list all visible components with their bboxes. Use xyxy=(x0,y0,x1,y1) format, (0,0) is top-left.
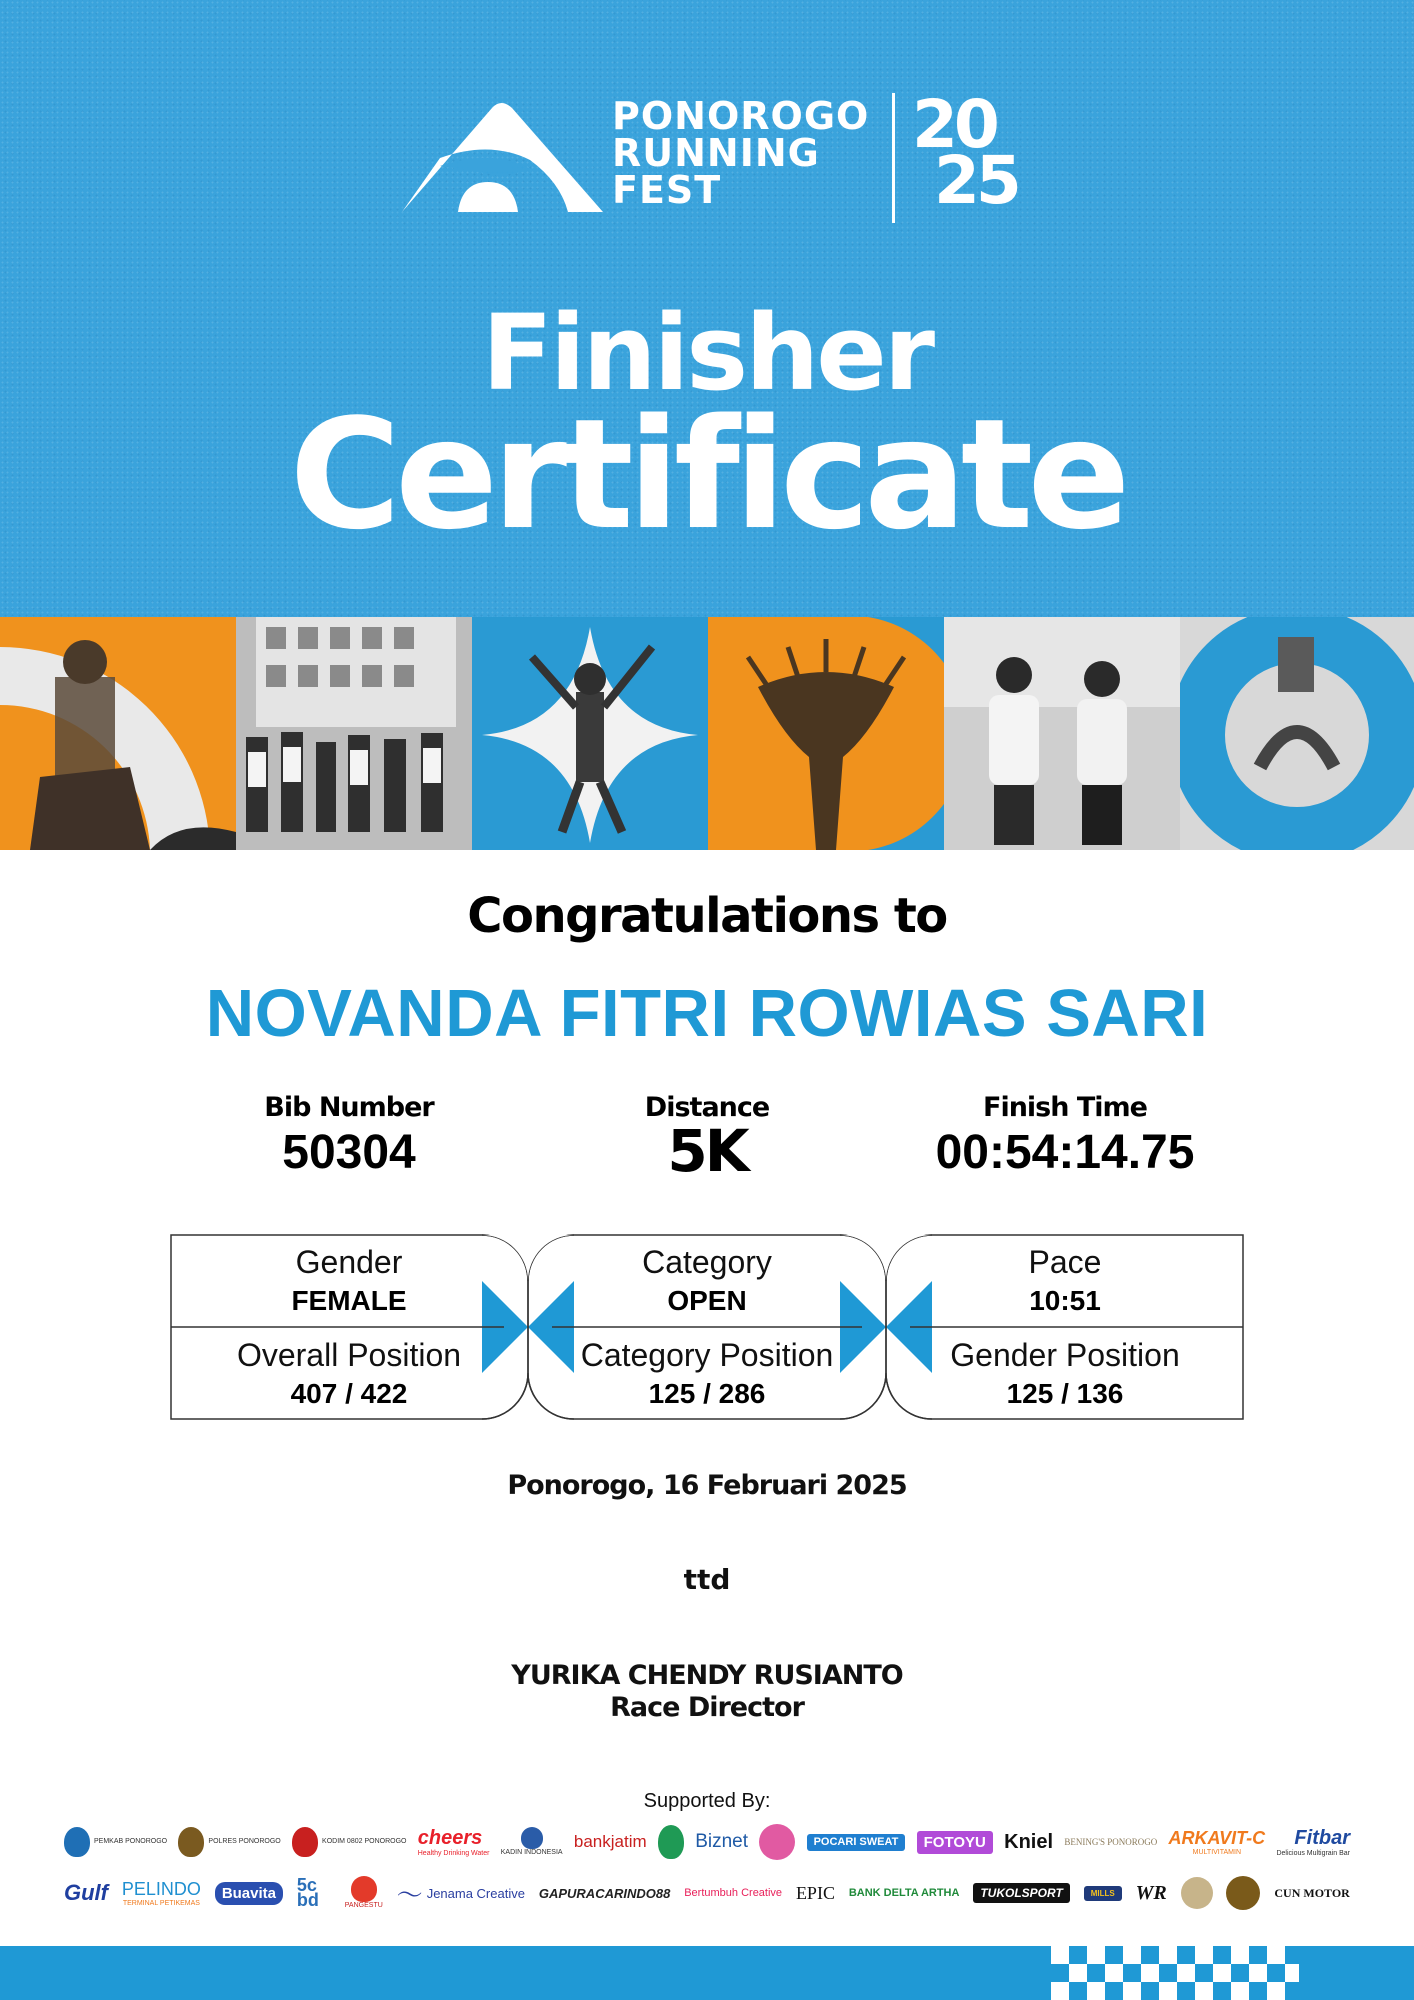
bib-number-value: 50304 xyxy=(282,1126,416,1179)
category-label: Category xyxy=(642,1244,772,1280)
photo-tile-runners xyxy=(236,617,472,850)
sponsor-logo: Gulf xyxy=(64,1880,108,1905)
sponsor-logo: cheers Healthy Drinking Water xyxy=(417,1826,490,1857)
sponsor-logo: 5c bd xyxy=(296,1875,319,1910)
finishers-photo-icon xyxy=(944,617,1180,850)
medical-cross-icon xyxy=(351,1876,377,1902)
photo-tile-statue xyxy=(0,617,236,850)
crest-icon xyxy=(521,1827,543,1849)
finish-time-label: Finish Time xyxy=(983,1092,1147,1123)
emblem-icon xyxy=(1181,1877,1213,1909)
sponsor-logo: WR xyxy=(1135,1881,1167,1904)
checkered-flag-pattern xyxy=(1051,1946,1299,2000)
place-and-date: Ponorogo, 16 Februari 2025 xyxy=(507,1470,907,1501)
photo-tile-trophy xyxy=(1180,617,1414,850)
gender-position-value: 125 / 136 xyxy=(1006,1378,1124,1409)
overall-position-label: Overall Position xyxy=(236,1337,462,1373)
sponsor-logo xyxy=(1226,1876,1260,1910)
gender-position-cell xyxy=(886,1327,1244,1420)
sponsor-logo: FOTOYU xyxy=(917,1831,993,1854)
finish-time-block xyxy=(885,1092,1245,1180)
sponsor-logo: POLRES PONOROGO xyxy=(178,1827,280,1857)
category-position-label: Category Position xyxy=(580,1337,834,1373)
pace-value: 10:51 xyxy=(1029,1285,1101,1316)
sponsor-logos-row-1 xyxy=(64,1820,1350,1864)
shield-icon xyxy=(292,1827,318,1857)
gender-label: Gender xyxy=(295,1244,403,1280)
gender-value: FEMALE xyxy=(291,1285,407,1316)
sponsor-logo: Biznet xyxy=(695,1831,749,1852)
sponsor-logo: bankjatim xyxy=(573,1832,647,1851)
signatory-role: Race Director xyxy=(610,1692,804,1723)
sponsor-logo: BANK DELTA ARTHA xyxy=(848,1887,960,1899)
sponsor-logo: PEMKAB PONOROGO xyxy=(64,1827,167,1857)
photo-strip xyxy=(0,617,1414,850)
event-name-line: PONOROGO xyxy=(612,94,870,138)
distance-value: 5K xyxy=(667,1117,747,1185)
sponsor-logos-row-2 xyxy=(64,1871,1350,1915)
sponsor-logo: KODIM 0802 PONOROGO xyxy=(292,1827,406,1857)
overall-position-value: 407 / 422 xyxy=(290,1378,408,1409)
signature-mark: ttd xyxy=(683,1563,731,1596)
sponsor-logo: Fitbar Delicious Multigrain Bar xyxy=(1276,1826,1350,1857)
sponsor-logo: PELINDO TERMINAL PETIKEMAS xyxy=(121,1878,201,1907)
event-year xyxy=(912,86,1022,219)
sponsor-logo: Bertumbuh Creative xyxy=(684,1887,783,1899)
statue-photo-icon xyxy=(0,617,236,850)
sponsor-logo xyxy=(1181,1877,1213,1909)
overall-position-cell xyxy=(170,1327,528,1420)
gender-cell xyxy=(170,1234,528,1327)
sponsor-logo: TUKOLSPORT xyxy=(973,1883,1069,1903)
category-cell xyxy=(528,1234,886,1327)
category-position-cell xyxy=(528,1327,886,1420)
monument-photo-icon xyxy=(708,617,944,850)
sponsor-logo: CUN MOTOR xyxy=(1274,1885,1350,1900)
sponsor-logo: KADIN INDONESIA xyxy=(501,1827,563,1857)
logo-divider xyxy=(892,93,895,223)
bib-number-label: Bib Number xyxy=(264,1092,434,1123)
health-cross-icon xyxy=(658,1825,684,1859)
congratulations-heading: Congratulations to xyxy=(467,888,947,944)
bib-number-block xyxy=(169,1092,529,1180)
sponsor-logo: GAPURACARINDO88 xyxy=(538,1885,671,1901)
sponsor-logo: EPIC xyxy=(795,1882,835,1903)
signatory xyxy=(0,1660,1414,1724)
event-year-bottom: 25 xyxy=(934,142,1018,219)
event-name xyxy=(612,94,870,212)
event-year-top: 20 xyxy=(912,86,996,163)
photo-tile-dancer xyxy=(472,617,708,850)
wave-icon: 〜 xyxy=(396,1879,423,1910)
pace-cell xyxy=(886,1234,1244,1327)
crest-icon xyxy=(64,1827,90,1857)
photo-tile-finishers xyxy=(944,617,1180,850)
runners-photo-icon xyxy=(236,617,472,850)
police-badge-icon xyxy=(178,1827,204,1857)
sponsor-logo: 〜 Jenama Creative xyxy=(397,1875,525,1912)
sponsor-logo xyxy=(658,1825,684,1859)
certificate-title-line2: Certificate xyxy=(289,386,1125,563)
distance-block xyxy=(527,1092,887,1185)
category-position-value: 125 / 286 xyxy=(648,1378,766,1409)
category-value: OPEN xyxy=(667,1285,747,1316)
photo-tile-monument xyxy=(708,617,944,850)
footer-bar xyxy=(0,1946,1414,2000)
sponsor-logo: Kniel xyxy=(1004,1830,1054,1853)
sponsor-logo: MILLS xyxy=(1084,1886,1122,1901)
trophy-photo-icon xyxy=(1180,617,1414,850)
gender-position-label: Gender Position xyxy=(950,1337,1180,1373)
certificate-title-line1: Finisher xyxy=(481,292,933,414)
pace-label: Pace xyxy=(1028,1244,1102,1280)
result-details-grid xyxy=(170,1234,1244,1420)
sponsor-logo: ARKAVIT-C MULTIVITAMIN xyxy=(1168,1827,1266,1856)
sponsor-logo xyxy=(759,1824,795,1860)
supported-by-label: Supported By: xyxy=(643,1790,771,1812)
sponsor-logo: POCARI SWEAT xyxy=(807,1834,906,1851)
dancer-photo-icon xyxy=(472,617,708,850)
event-name-line: FEST xyxy=(612,168,722,212)
sponsor-logo: PANGESTU xyxy=(345,1876,383,1910)
distance-label: Distance xyxy=(644,1092,770,1123)
participant-name: NOVANDA FITRI ROWIAS SARI xyxy=(205,976,1209,1051)
signatory-name: YURIKA CHENDY RUSIANTO xyxy=(511,1660,903,1691)
sponsor-logo: BENING'S PONOROGO xyxy=(1064,1837,1158,1847)
sponsor-logo: Buavita xyxy=(215,1882,283,1905)
monogram-icon xyxy=(759,1824,795,1860)
event-logo-icon xyxy=(400,100,605,215)
header-banner xyxy=(0,0,1414,617)
event-name-line: RUNNING xyxy=(612,131,820,175)
finish-time-value: 00:54:14.75 xyxy=(935,1126,1195,1179)
seal-icon xyxy=(1226,1876,1260,1910)
